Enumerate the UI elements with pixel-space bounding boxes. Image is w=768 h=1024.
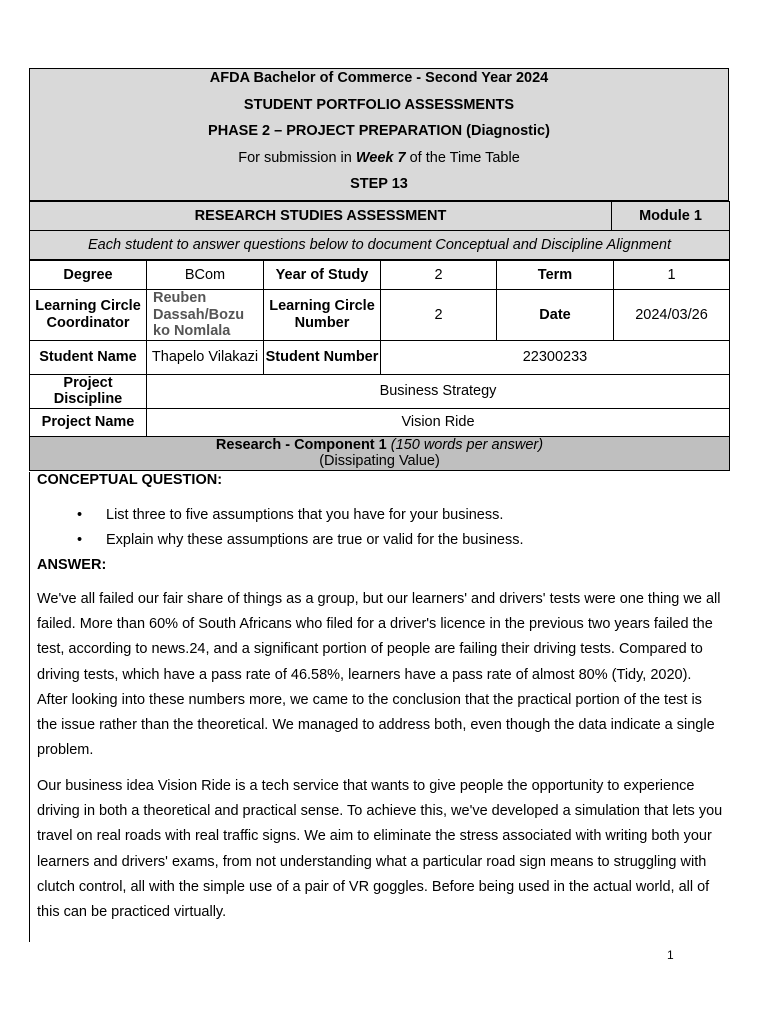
date-value: 2024/03/26 [614, 290, 730, 341]
discipline-value: Business Strategy [147, 374, 730, 408]
component-header [30, 436, 730, 470]
degree-value: BCom [147, 261, 264, 290]
term-value: 1 [614, 261, 730, 290]
header-line-submission: For submission in Week 7 of the Time Table [238, 149, 520, 166]
assessment-title-table [29, 201, 730, 260]
header-line-step: STEP 13 [350, 176, 408, 192]
module-label: Module 1 [612, 202, 730, 231]
degree-label: Degree [30, 261, 147, 290]
year-value: 2 [381, 261, 497, 290]
project-name-label: Project Name [30, 408, 147, 436]
student-number-value: 22300233 [381, 340, 730, 374]
bullet-icon: • [77, 532, 83, 548]
submission-week: Week 7 [355, 149, 406, 166]
answer-heading: ANSWER: [37, 557, 107, 573]
page-number: 1 [667, 948, 674, 962]
assessment-title: RESEARCH STUDIES ASSESSMENT [30, 202, 612, 231]
component-title: Research - Component 1 [215, 436, 387, 453]
header-line-portfolio: STUDENT PORTFOLIO ASSESSMENTS [243, 96, 515, 113]
answer-section: CONCEPTUAL QUESTION: • List three to five assumptions that you have for your business. • Explain why these assumptions are true or valid for the business. ANSWER: We've all failed our fair share of things as a group, but our learners' and drivers' tests were one thing we all failed. More than 60% of South Africans who filed for a driver's licence in the previous two years failed the test, according to news.24, and a significant portion of people are failing their driving tests. Compared to driving tests, which have a pass rate of 46.58%, learners have a pass rate of almost 80% (Tidy, 2020). After looking into these numbers more, we came to the conclusion that the practical portion of the test is the issue rather than the theoretical. We managed to address both, even though the data indicate a single problem. Our business idea Vision Ride is a tech service that wants to give people the opportunity to experience driving in both a theoretical and practical sense. To achieve this, we've developed a simulation that lets you travel on real roads with real traffic signs. We aim to eliminate the stress associated with writing both your learners and drivers' exams, from not understanding what a particular road sign means to struggling with clutch control, all with the simple use of a pair of VR goggles. Before being used in the actual world, all of this can be practiced virtually. [29, 472, 729, 942]
coordinator-value: Reuben Dassah/Bozu ko Nomlala [147, 290, 264, 341]
circle-number-value: 2 [381, 290, 497, 341]
date-label: Date [497, 290, 614, 341]
component-note: (150 words per answer) [390, 436, 544, 453]
term-label: Term [497, 261, 614, 290]
question-heading: CONCEPTUAL QUESTION: [37, 472, 223, 488]
component-subtitle: (Dissipating Value) [319, 453, 440, 469]
project-name-value: Vision Ride [147, 408, 730, 436]
answer-paragraph-2: Our business idea Vision Ride is a tech service that wants to give people the opportunity to experience driving in both a theoretical and practical sense. To achieve this, we've developed a simulation that lets you travel on real roads with real traffic signs. We aim to eliminate the stress associated with writing both your learners and drivers' exams, from not understanding what a particular road sign means to struggling with clutch control, all with the simple use of a pair of VR goggles. Before being used in the actual world, all of this can be practiced virtually. [37, 778, 723, 921]
student-info-table [29, 260, 730, 471]
discipline-label: Project Discipline [30, 374, 147, 408]
circle-number-label: Learning Circle Number [264, 290, 381, 341]
assessment-form [29, 68, 729, 471]
student-name-value: Thapelo Vilakazi [147, 340, 264, 374]
student-name-label: Student Name [30, 340, 147, 374]
year-label: Year of Study [264, 261, 381, 290]
bullet-icon: • [77, 507, 83, 523]
student-number-label: Student Number [264, 340, 381, 374]
answer-paragraph-1: We've all failed our fair share of things as a group, but our learners' and drivers' tests were one thing we all failed. More than 60% of South Africans who filed for a driver's licence in the previous two years failed the test, according to news.24, and a significant portion of people are failing their driving tests. Compared to driving tests, which have a pass rate of 46.58%, learners have a pass rate of almost 80% (Tidy, 2020). After looking into these numbers more, we came to the conclusion that the practical portion of the test is the issue rather than the theoretical. We managed to address both, even though the data indicate a single problem. [37, 591, 721, 759]
header-line-phase: PHASE 2 – PROJECT PREPARATION (Diagnostic) [208, 123, 550, 139]
assessment-instruction: Each student to answer questions below to document Conceptual and Discipline Alignment [30, 231, 730, 260]
coordinator-label: Learning Circle Coordinator [30, 290, 147, 341]
form-header [29, 68, 729, 201]
header-line-program: AFDA Bachelor of Commerce - Second Year 2024 [209, 70, 549, 86]
